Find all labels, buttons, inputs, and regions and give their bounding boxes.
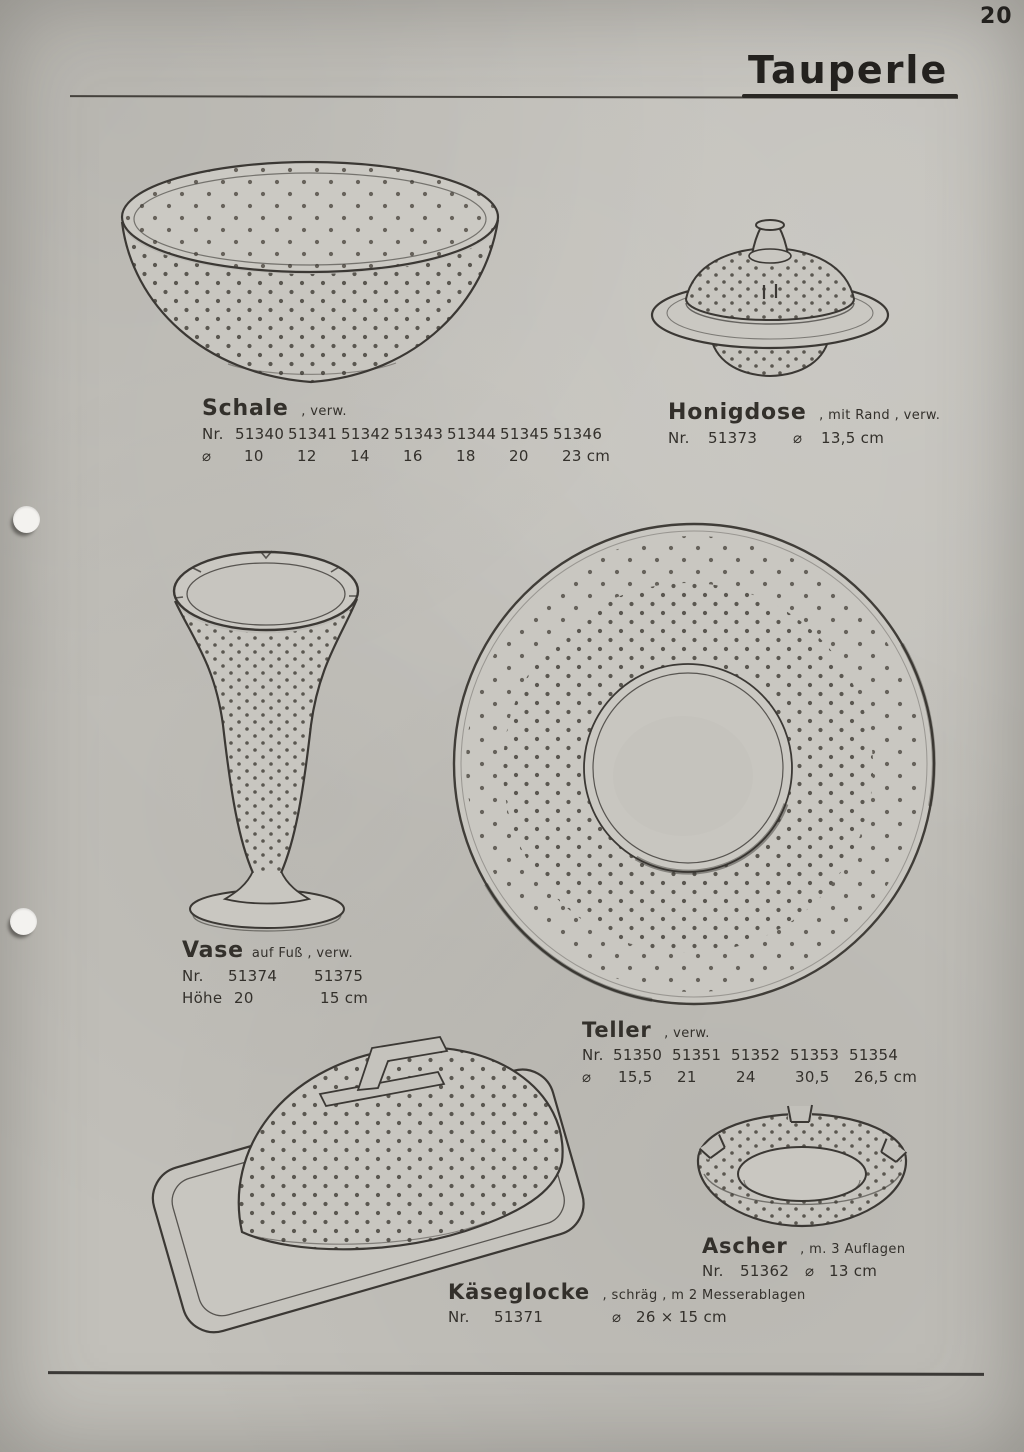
diameter-icon: ⌀ xyxy=(202,447,212,465)
teller-number-row xyxy=(582,1046,908,1064)
schale-number: 51344 xyxy=(447,425,497,443)
vase-height: 15 cm xyxy=(320,989,369,1007)
teller-number: 51354 xyxy=(849,1046,899,1064)
kaeseglocke-number: 51371 xyxy=(494,1308,544,1326)
schale-number: 51345 xyxy=(500,425,550,443)
schale-name: Schale xyxy=(202,396,289,421)
teller-size: 30,5 xyxy=(795,1068,830,1086)
vase-height-row xyxy=(182,989,400,1007)
honigdose-number: 51373 xyxy=(708,429,758,447)
schale-label-block xyxy=(202,396,611,465)
vase-number-row xyxy=(182,967,400,985)
teller-size: 15,5 xyxy=(618,1068,653,1086)
teller-size: 24 xyxy=(736,1068,756,1086)
title-underline xyxy=(742,94,958,98)
ascher-illustration xyxy=(688,1100,916,1240)
page-title: Tauperle xyxy=(748,48,949,92)
schale-illustration xyxy=(108,152,513,400)
kaeseglocke-label-block xyxy=(448,1280,806,1326)
teller-number: 51350 xyxy=(613,1046,663,1064)
schale-size: 12 xyxy=(297,447,317,465)
height-label: Höhe xyxy=(182,989,223,1007)
page-number: 20 xyxy=(980,4,1013,29)
nr-label: Nr. xyxy=(448,1308,470,1326)
schale-number: 51341 xyxy=(288,425,338,443)
schale-number: 51346 xyxy=(553,425,603,443)
schale-size: 14 xyxy=(350,447,370,465)
vase-name: Vase xyxy=(182,938,244,963)
ascher-name: Ascher xyxy=(702,1234,788,1258)
vase-variant: auf Fuß , verw. xyxy=(251,946,354,961)
punch-hole-bottom xyxy=(10,908,37,935)
teller-number: 51351 xyxy=(672,1046,722,1064)
schale-size: 18 xyxy=(456,447,476,465)
kaeseglocke-detail-row xyxy=(448,1308,806,1326)
honigdose-label-block xyxy=(668,400,940,447)
footer-rule xyxy=(48,1371,984,1375)
ascher-detail-row xyxy=(702,1262,905,1280)
honigdose-variant: , mit Rand , verw. xyxy=(814,408,941,423)
ascher-variant: , m. 3 Auflagen xyxy=(795,1242,906,1257)
diameter-icon: ⌀ xyxy=(612,1308,622,1326)
teller-size: 21 xyxy=(677,1068,697,1086)
schale-number: 51340 xyxy=(235,425,285,443)
schale-variant: , verw. xyxy=(296,404,347,419)
kaeseglocke-name: Käseglocke xyxy=(448,1280,590,1304)
teller-label-block xyxy=(582,1018,918,1086)
diameter-icon: ⌀ xyxy=(805,1262,815,1280)
honigdose-name: Honigdose xyxy=(668,400,807,425)
honigdose-size: 13,5 cm xyxy=(821,429,885,447)
schale-size-row xyxy=(202,447,611,465)
schale-number-row xyxy=(202,425,606,443)
ascher-size: 13 cm xyxy=(829,1262,878,1280)
teller-name: Teller xyxy=(582,1018,652,1042)
diameter-icon: ⌀ xyxy=(582,1068,592,1086)
vase-height: 20 xyxy=(234,989,254,1007)
vase-label-block xyxy=(182,938,400,1007)
schale-size: 10 xyxy=(244,447,264,465)
teller-variant: , verw. xyxy=(659,1026,710,1041)
teller-number: 51352 xyxy=(731,1046,781,1064)
schale-number: 51342 xyxy=(341,425,391,443)
vase-number: 51375 xyxy=(314,967,364,985)
honigdose-detail-row xyxy=(668,429,940,447)
ascher-number: 51362 xyxy=(740,1262,790,1280)
kaeseglocke-variant: , schräg , m 2 Messerablagen xyxy=(597,1288,806,1303)
kaeseglocke-size: 26 × 15 cm xyxy=(636,1308,727,1326)
schale-size: 20 xyxy=(509,447,529,465)
schale-size: 23 cm xyxy=(562,447,611,465)
honigdose-illustration xyxy=(648,215,893,390)
ascher-label-block xyxy=(702,1234,905,1280)
vase-number: 51374 xyxy=(228,967,278,985)
teller-size: 26,5 cm xyxy=(854,1068,918,1086)
schale-size: 16 xyxy=(403,447,423,465)
nr-label: Nr. xyxy=(702,1262,724,1280)
teller-illustration xyxy=(448,518,942,1012)
teller-size-row xyxy=(582,1068,918,1086)
teller-number: 51353 xyxy=(790,1046,840,1064)
schale-number: 51343 xyxy=(394,425,444,443)
diameter-icon: ⌀ xyxy=(793,429,803,447)
vase-illustration xyxy=(163,543,373,938)
nr-label: Nr. xyxy=(668,429,690,447)
punch-hole-top xyxy=(13,506,40,533)
nr-label: Nr. xyxy=(582,1046,604,1064)
nr-label: Nr. xyxy=(182,967,204,985)
nr-label: Nr. xyxy=(202,425,224,443)
